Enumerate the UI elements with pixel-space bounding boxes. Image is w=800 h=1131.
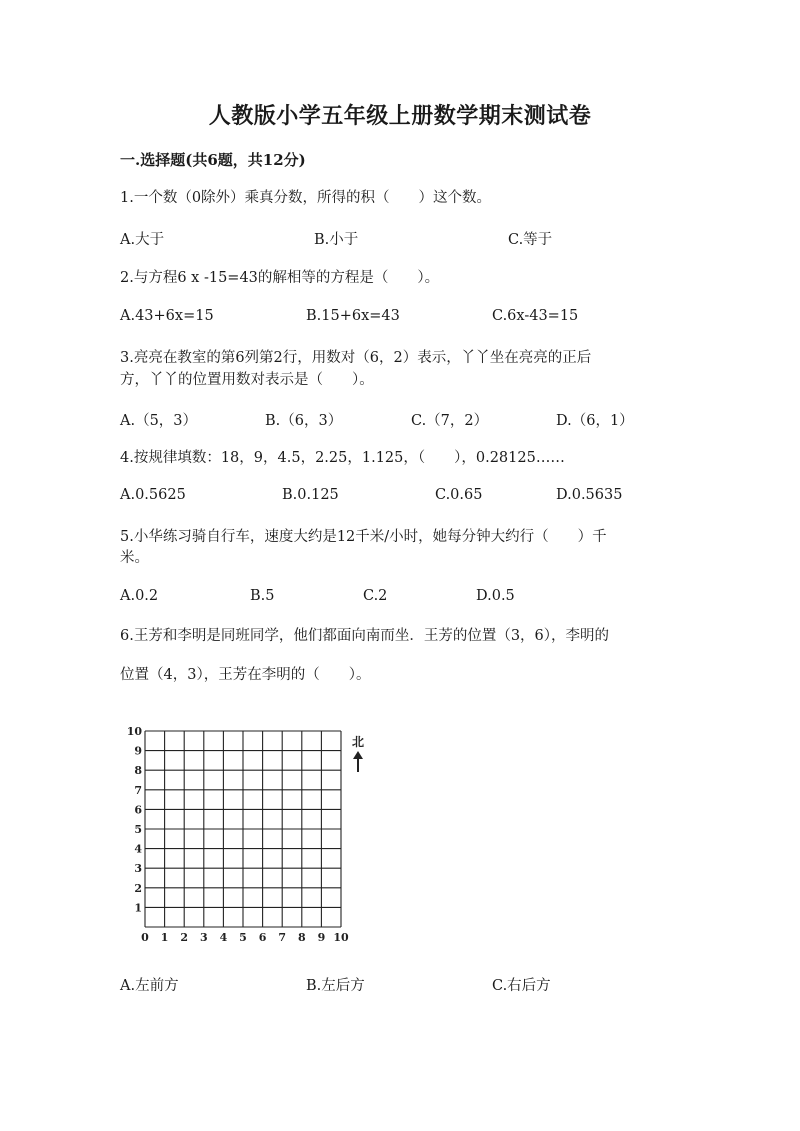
x-tick-label: 4: [219, 931, 228, 944]
y-tick-label: 7: [134, 783, 142, 797]
q6-option-b[interactable]: B.左后方: [306, 978, 365, 994]
q4-option-a[interactable]: A.0.5625: [120, 487, 186, 503]
y-tick-label: 4: [134, 842, 142, 856]
x-tick-label: 8: [297, 931, 306, 944]
y-tick-label: 1: [134, 901, 142, 915]
question-3-text-line1: 3.亮亮在教室的第6列第2行，用数对（6，2）表示，丫丫坐在亮亮的正后: [120, 350, 592, 366]
question-3-text-line2: 方，丫丫的位置用数对表示是（ ）。: [120, 372, 374, 388]
q3-option-d[interactable]: D.（6，1）: [556, 413, 634, 429]
q6-option-a[interactable]: A.左前方: [120, 978, 179, 994]
x-tick-label: 10: [333, 931, 349, 944]
q4-option-c[interactable]: C.0.65: [435, 487, 483, 503]
q2-option-b[interactable]: B.15+6x=43: [306, 308, 400, 324]
q6-option-c[interactable]: C.右后方: [492, 978, 551, 994]
q1-option-b[interactable]: B.小于: [314, 232, 359, 248]
y-tick-label: 9: [134, 744, 142, 758]
x-tick-label: 1: [160, 931, 169, 944]
coordinate-grid: [120, 718, 380, 944]
y-tick-label: 2: [134, 881, 142, 895]
question-2-text: 2.与方程6 x -15=43的解相等的方程是（ ）。: [120, 270, 440, 286]
q3-option-b[interactable]: B.（6，3）: [265, 413, 343, 429]
question-6-text-line2: 位置（4，3），王芳在李明的（ ）。: [120, 667, 371, 683]
q3-option-c[interactable]: C.（7，2）: [411, 413, 489, 429]
x-tick-label: 5: [239, 931, 247, 944]
q5-option-c[interactable]: C.2: [363, 588, 388, 604]
q3-option-a[interactable]: A.（5，3）: [120, 413, 198, 429]
y-tick-label: 5: [134, 823, 142, 836]
q5-option-a[interactable]: A.0.2: [120, 588, 159, 604]
x-tick-label: 3: [199, 931, 208, 944]
y-tick-label: 3: [134, 862, 142, 876]
question-5-text-line1: 5.小华练习骑自行车，速度大约是12千米/小时，她每分钟大约行（ ）千: [120, 529, 607, 545]
q2-option-a[interactable]: A.43+6x=15: [120, 308, 214, 324]
x-tick-label: 0: [141, 931, 149, 944]
x-tick-label: 2: [180, 931, 189, 944]
up-arrow-icon: [353, 751, 363, 772]
question-5-text-line2: 米。: [120, 550, 149, 566]
x-tick-label: 7: [278, 931, 287, 944]
x-tick-label: 6: [258, 931, 267, 944]
q4-option-d[interactable]: D.0.5635: [556, 487, 623, 503]
q1-option-a[interactable]: A.大于: [120, 232, 165, 248]
q5-option-b[interactable]: B.5: [250, 588, 275, 604]
page-title: 人教版小学五年级上册数学期末测试卷: [208, 103, 592, 129]
y-tick-label: 8: [134, 764, 142, 778]
north-indicator: [352, 735, 364, 772]
question-4-text: 4.按规律填数：18，9，4.5，2.25，1.125，（ ），0.28125……: [120, 450, 565, 466]
y-tick-label: 6: [134, 803, 142, 817]
q4-option-b[interactable]: B.0.125: [282, 487, 339, 503]
question-1-text: 1.一个数（0除外）乘真分数，所得的积（ ）这个数。: [120, 190, 492, 206]
q2-option-c[interactable]: C.6x-43=15: [492, 308, 579, 324]
q5-option-d[interactable]: D.0.5: [476, 588, 515, 604]
y-tick-label: 10: [126, 725, 142, 738]
q1-option-c[interactable]: C.等于: [508, 232, 553, 248]
question-6-text-line1: 6.王芳和李明是同班同学，他们都面向南而坐．王芳的位置（3，6），李明的: [120, 628, 610, 644]
north-label: 北: [351, 735, 365, 749]
x-tick-label: 9: [317, 931, 326, 944]
section-heading: 一.选择题(共6题，共12分): [120, 151, 306, 169]
